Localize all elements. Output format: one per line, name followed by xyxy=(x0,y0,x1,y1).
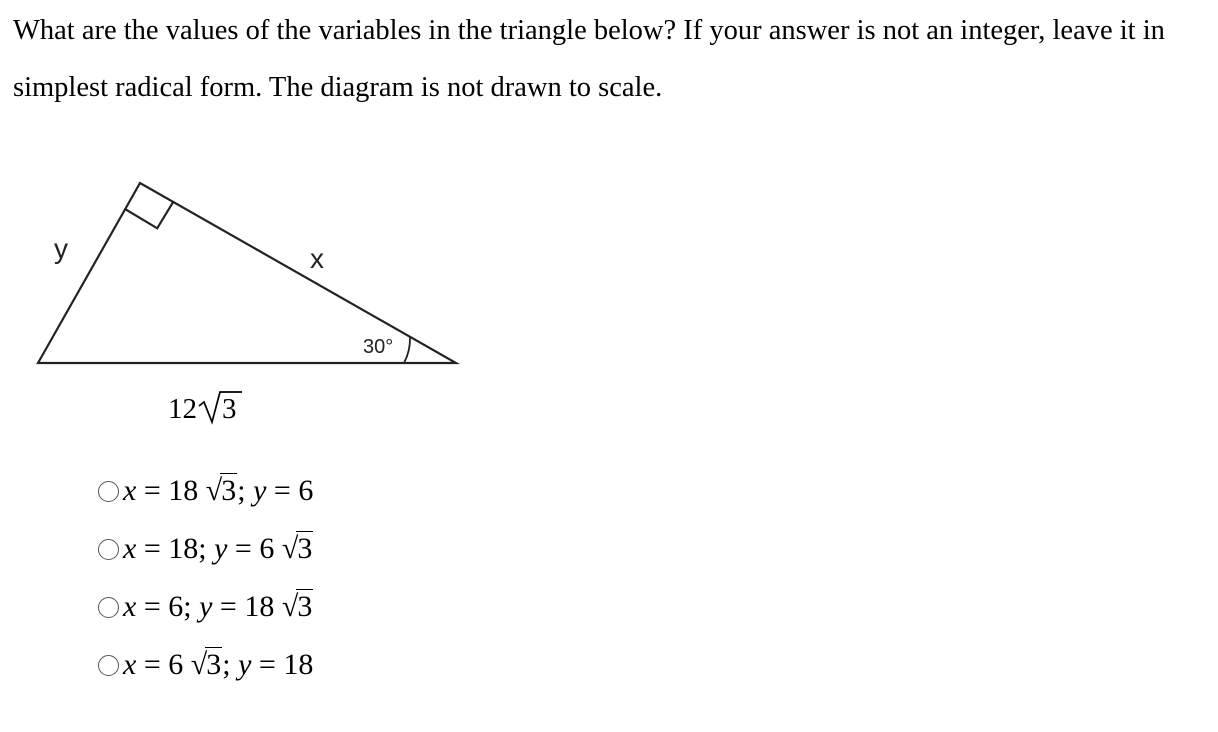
radio-button[interactable] xyxy=(98,655,119,676)
x-value: 6 xyxy=(168,590,184,623)
sqrt: √3 xyxy=(190,648,222,681)
choice-4-text: x = 6 √3; y = 18 xyxy=(123,648,314,681)
right-angle-marker xyxy=(125,202,173,228)
y-value: 18 xyxy=(283,648,314,681)
base-label xyxy=(168,392,242,425)
radio-button[interactable] xyxy=(98,539,119,560)
base-label-coef: 12 xyxy=(168,393,197,425)
sqrt: √3 xyxy=(205,474,237,507)
radio-button[interactable] xyxy=(98,481,119,502)
choice-2-text: x = 18; y = 6 √3 xyxy=(123,532,313,565)
y-value: 6 xyxy=(298,474,314,507)
triangle xyxy=(38,183,456,363)
x-coef: 18 xyxy=(168,474,199,507)
choice-3[interactable] xyxy=(98,578,313,636)
choice-1-text: x = 18 √3; y = 6 xyxy=(123,474,314,507)
angle-arc xyxy=(404,337,410,363)
y-radicand: 3 xyxy=(297,532,313,565)
label-y: y xyxy=(54,233,68,264)
x-value: 18 xyxy=(168,532,199,565)
choice-3-text: x = 6; y = 18 √3 xyxy=(123,590,313,623)
answer-choices xyxy=(98,462,313,694)
triangle-diagram xyxy=(0,160,500,440)
question-text: What are the values of the variables in the triangle below? If your answer is not an integer, leave it in simplest radical form. The diagram is not drawn to scale. xyxy=(13,15,1165,103)
y-coef: 6 xyxy=(259,532,275,565)
base-label-radicand: 3 xyxy=(222,393,237,425)
x-coef: 6 xyxy=(168,648,184,681)
sqrt: √3 xyxy=(281,532,313,565)
label-x: x xyxy=(310,243,324,274)
choice-4[interactable] xyxy=(98,636,313,694)
radio-button[interactable] xyxy=(98,597,119,618)
y-coef: 18 xyxy=(244,590,275,623)
x-radicand: 3 xyxy=(221,474,237,507)
y-radicand: 3 xyxy=(297,590,313,623)
x-radicand: 3 xyxy=(206,648,222,681)
choice-2[interactable] xyxy=(98,520,313,578)
angle-label: 30° xyxy=(363,336,394,358)
choice-1[interactable] xyxy=(98,462,313,520)
sqrt: √3 xyxy=(281,590,313,623)
